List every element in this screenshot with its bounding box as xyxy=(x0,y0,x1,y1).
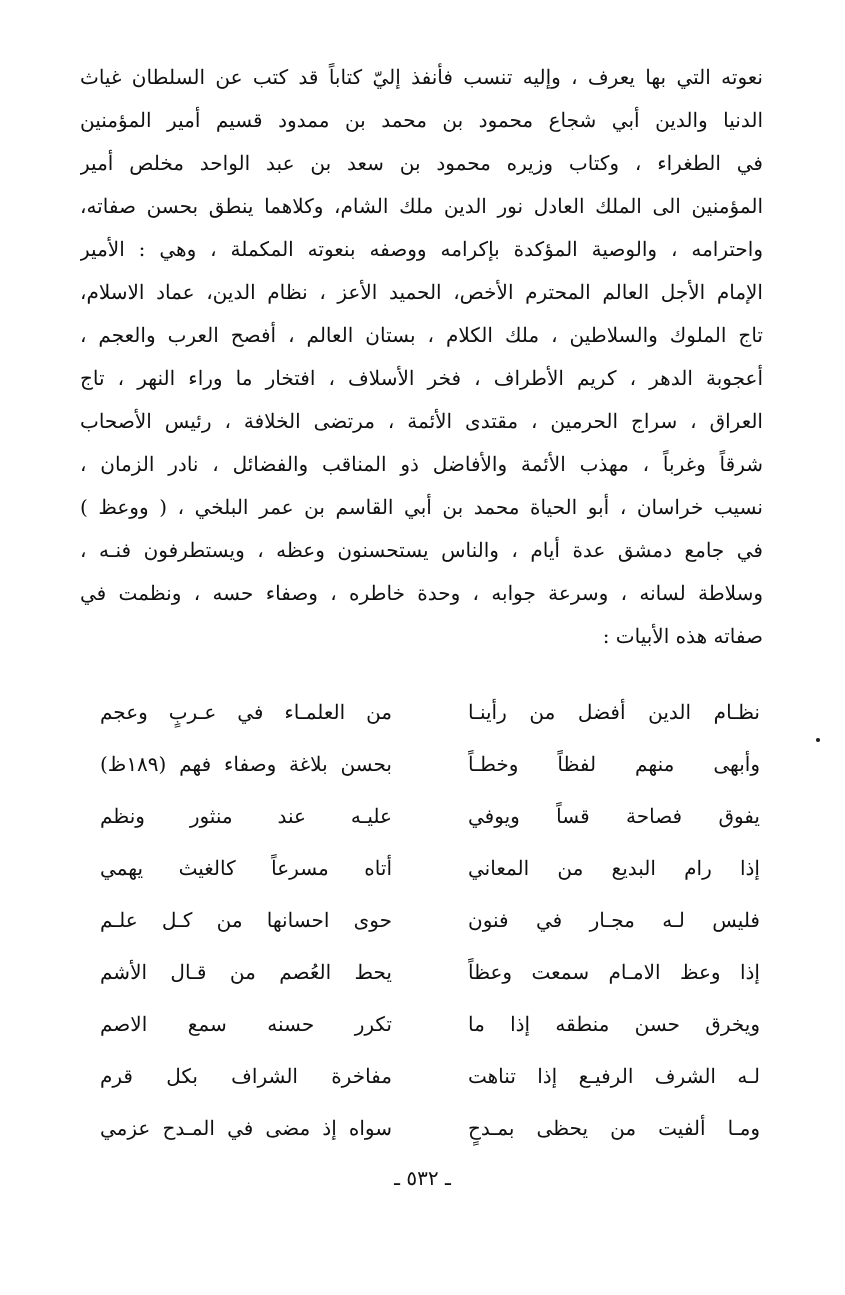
poem-verse xyxy=(100,894,760,946)
verse-first-hemistich: ومـا ألفيت من يحظى بمـدحٍ xyxy=(468,1116,760,1140)
poem-verse xyxy=(100,1102,760,1154)
prose-line: الإمام الأجل العالم المحترم الأخص، الحميد الأعز ، نظام الدين، عماد الاسلام، xyxy=(80,280,763,304)
verse-second-hemistich: حوى احسانها من كـل علـم xyxy=(100,908,392,932)
poem-block xyxy=(100,686,760,1154)
verse-first-hemistich: لـه الشرف الرفيـع إذا تناهت xyxy=(468,1064,760,1088)
poem-verse xyxy=(100,946,760,998)
page-number: ـ ٥٣٢ ـ xyxy=(394,1166,451,1190)
prose-line: نسيب خراسان ، أبو الحياة محمد بن أبي القاسم بن عمر البلخي ، ( ووعظ ) xyxy=(80,495,763,519)
verse-second-hemistich: من العلمـاء في عـربٍ وعجم xyxy=(100,700,392,724)
verse-second-hemistich: أتاه مسرعاً كالغيث يهمي xyxy=(100,856,392,880)
verse-first-hemistich: وأبهى منهم لفظاً وخطـاً xyxy=(468,752,760,776)
prose-line: العراق ، سراج الحرمين ، مقتدى الأئمة ، مرتضى الخلافة ، رئيس الأصحاب xyxy=(80,409,763,433)
prose-line: نعوته التي بها يعرف ، وإليه تنسب فأنفذ إليّ كتاباً قد كتب عن السلطان غياث xyxy=(80,65,763,89)
poem-verse xyxy=(100,998,760,1050)
verse-second-hemistich: سواه إذ مضى في المـدح عزمي xyxy=(100,1116,392,1140)
prose-line: الدنيا والدين أبي شجاع محمود بن محمد بن ممدود قسيم أمير المؤمنين xyxy=(80,108,763,132)
prose-line: في الطغراء ، وكتاب وزيره محمود بن سعد بن عبد الواحد مخلص أمير xyxy=(80,151,763,175)
poem-verse xyxy=(100,1050,760,1102)
verse-second-hemistich: تكرر حسنه سمع الاصم xyxy=(100,1012,392,1036)
prose-line: صفاته هذه الأبيات : xyxy=(602,624,763,648)
verse-first-hemistich: ويخرق حسن منطقه إذا ما xyxy=(468,1012,760,1036)
verse-first-hemistich: إذا وعظ الامـام سمعت وعظاً xyxy=(468,960,760,984)
prose-line: المؤمنين الى الملك العادل نور الدين ملك الشام، وكلاهما ينطق بحسن صفاته، xyxy=(80,194,763,218)
verse-first-hemistich: نظـام الدين أفضل من رأينـا xyxy=(468,700,760,724)
verse-second-hemistich: يحط العُصم من قـال الأشم xyxy=(100,960,392,984)
prose-line: شرقاً وغرباً ، مهذب الأئمة والأفاضل ذو المناقب والفضائل ، نادر الزمان ، xyxy=(80,452,763,476)
poem-verse xyxy=(100,842,760,894)
verse-second-hemistich: عليـه عند منثور ونظم xyxy=(100,804,392,828)
prose-line: واحترامه ، والوصية المؤكدة بإكرامه ووصفه بنعوته المكملة ، وهي : الأمير xyxy=(80,237,763,261)
prose-line: أعجوبة الدهر ، كريم الأطراف ، فخر الأسلاف ، افتخار ما وراء النهر ، تاج xyxy=(80,366,763,390)
verse-second-hemistich: بحسن بلاغة وصفاء فهم (١٨٩ظ) xyxy=(100,752,392,776)
poem-verse xyxy=(100,686,760,738)
verse-first-hemistich: فليس لـه مجـار في فنون xyxy=(468,908,760,932)
prose-block xyxy=(80,56,763,658)
verse-first-hemistich: إذا رام البديع من المعاني xyxy=(468,856,760,880)
stray-dot-mark xyxy=(816,738,820,742)
verse-first-hemistich: يفوق فصاحة قساً ويوفي xyxy=(468,804,760,828)
verse-second-hemistich: مفاخرة الشراف بكل قرم xyxy=(100,1064,392,1088)
prose-line: في جامع دمشق عدة أيام ، والناس يستحسنون وعظه ، ويستطرفون فنـه ، xyxy=(80,538,763,562)
prose-line: وسلاطة لسانه ، وسرعة جوابه ، وحدة خاطره ، وصفاء حسه ، ونظمت في xyxy=(80,581,763,605)
poem-verse xyxy=(100,738,760,790)
prose-line: تاج الملوك والسلاطين ، ملك الكلام ، بستان العالم ، أفصح العرب والعجم ، xyxy=(80,323,763,347)
poem-verse xyxy=(100,790,760,842)
